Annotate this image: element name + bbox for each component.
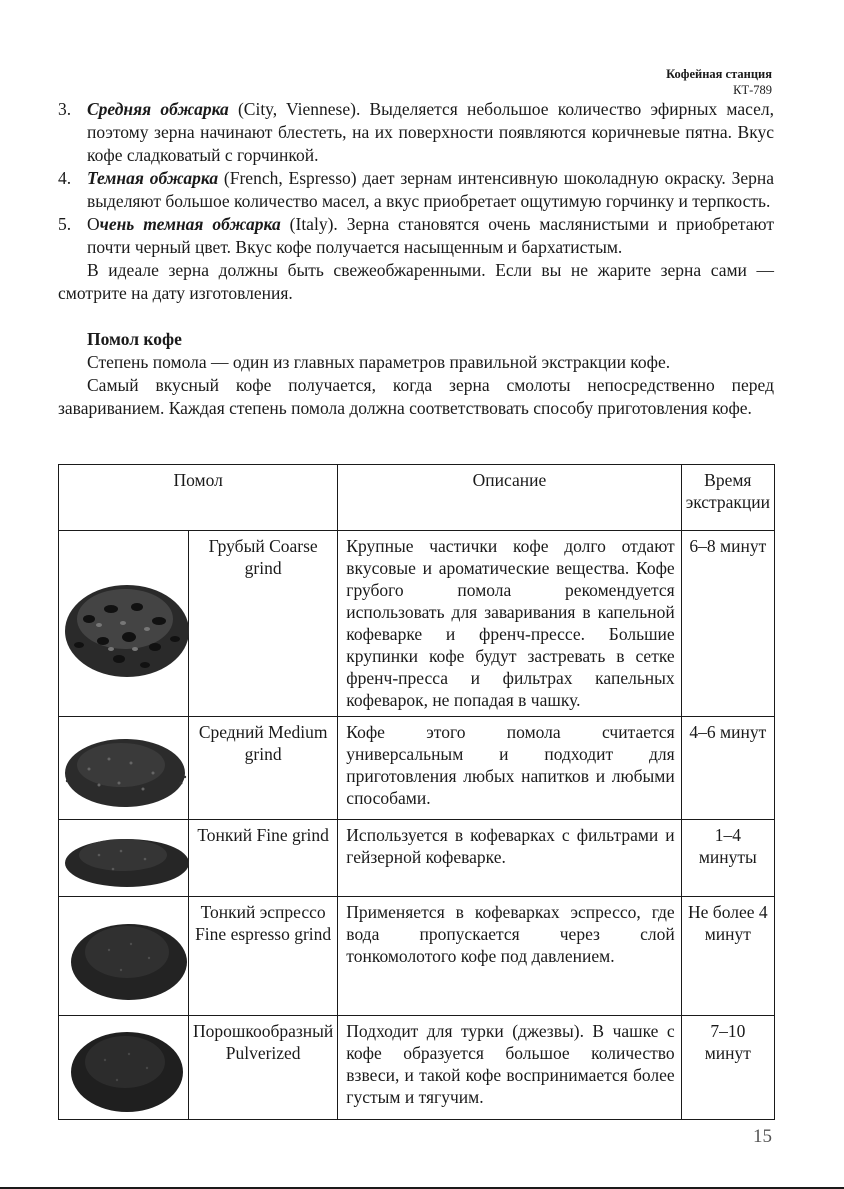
- grind-table: [58, 464, 775, 1120]
- medium-coffee-image: [59, 723, 194, 813]
- roast-term-prefix: О: [87, 214, 100, 234]
- grind-name: Тонкий Fine grind: [188, 820, 337, 897]
- brand-name: Кофейная станция: [666, 67, 772, 81]
- roast-term: Средняя обжарка: [87, 99, 229, 119]
- roast-description: (Italy). Зерна становятся очень маслянистыми и приобретают почти черный цвет. Вкус кофе получается насыщенным и бархатистым.: [87, 214, 775, 257]
- table-row: [59, 897, 775, 1016]
- list-number: 5.: [58, 214, 72, 234]
- grind-name: Порошкообразный Pulverized: [188, 1016, 337, 1120]
- header-grind: Помол: [59, 465, 338, 531]
- roast-item-very-dark: [58, 213, 774, 259]
- extraction-time: 4–6 минут: [681, 717, 774, 820]
- coffee-image-cell: [59, 717, 189, 820]
- table-header-row: [59, 465, 775, 531]
- section-heading: Помол кофе: [87, 329, 182, 349]
- grind-description: Используется в кофеварках с фильтрами и гейзерной кофеварке.: [338, 820, 681, 897]
- grind-description: Кофе этого помола считается универсальным и подходит для приготовления любых напитков и любыми способами.: [338, 717, 681, 820]
- table-row: [59, 820, 775, 897]
- body-text: [58, 98, 774, 420]
- intro-paragraph: Степень помола — один из главных параметров правильной экстракции кофе.: [87, 352, 671, 372]
- pulverized-coffee-image: [59, 1018, 194, 1118]
- header-time: Время экстракции: [681, 465, 774, 531]
- roast-item-dark: [58, 167, 774, 213]
- coffee-image-cell: [59, 897, 189, 1016]
- list-number: 4.: [58, 168, 72, 188]
- grind-description: Применяется в кофеварках эспрессо, где вода пропускается через слой тонкомолотого кофе под давлением.: [338, 897, 681, 1016]
- espresso-coffee-image: [59, 906, 194, 1006]
- grind-name: Грубый Coarse grind: [188, 531, 337, 717]
- grind-name: Средний Medium grind: [188, 717, 337, 820]
- header-description: Описание: [338, 465, 681, 531]
- table-row: [59, 717, 775, 820]
- page-number: 15: [753, 1126, 772, 1147]
- roast-description: (City, Viennese). Выделяется небольшое количество эфирных масел, поэтому зерна начинают блестеть, на их поверхности появляются коричневые пятна. Вкус кофе сладковатый с горчинкой.: [87, 99, 774, 165]
- roast-description: (French, Espresso) дает зернам интенсивную шоколадную окраску. Зерна выделяют большое количество масел, а вкус приобретает ощутимую горчинку и терпкость.: [87, 168, 774, 211]
- model-number: КТ-789: [733, 83, 772, 97]
- roast-term: Темная обжарка: [87, 168, 219, 188]
- extraction-time: 7–10 минут: [681, 1016, 774, 1120]
- intro-paragraph: Самый вкусный кофе получается, когда зерна смолоты непосредственно перед завариванием. Каждая степень помола должна соответствовать способу приготовления кофе.: [58, 375, 774, 418]
- extraction-time: 6–8 минут: [681, 531, 774, 717]
- roast-item-medium: [58, 98, 774, 167]
- grind-description: Подходит для турки (джезвы). В чашке с кофе образуется большое количество взвеси, и такой кофе воспринимается более густым и тягучим.: [338, 1016, 681, 1120]
- table-row: [59, 1016, 775, 1120]
- fine-coffee-image: [59, 825, 194, 891]
- coffee-image-cell: [59, 1016, 189, 1120]
- roast-term: чень темная обжарка: [99, 214, 281, 234]
- coarse-coffee-image: [59, 549, 194, 699]
- fresh-note: В идеале зерна должны быть свежеобжаренными. Если вы не жарите зерна сами — смотрите на дату изготовления.: [58, 260, 774, 303]
- extraction-time: 1–4 минуты: [681, 820, 774, 897]
- coffee-image-cell: [59, 820, 189, 897]
- grind-description: Крупные частички кофе долго отдают вкусовые и ароматические вещества. Кофе грубого помола рекомендуется использовать для заваривания в капельной кофеварке и френч-прессе. Большие крупинки кофе будут застревать в сетке френч-пресса и фильтрах капельных кофеварок, не попадая в чашку.: [338, 531, 681, 717]
- grind-name: Тонкий эспрессо Fine espresso grind: [188, 897, 337, 1016]
- list-number: 3.: [58, 99, 72, 119]
- coffee-image-cell: [59, 531, 189, 717]
- extraction-time: Не более 4 минут: [681, 897, 774, 1016]
- table-row: [59, 531, 775, 717]
- page-header: [666, 66, 772, 98]
